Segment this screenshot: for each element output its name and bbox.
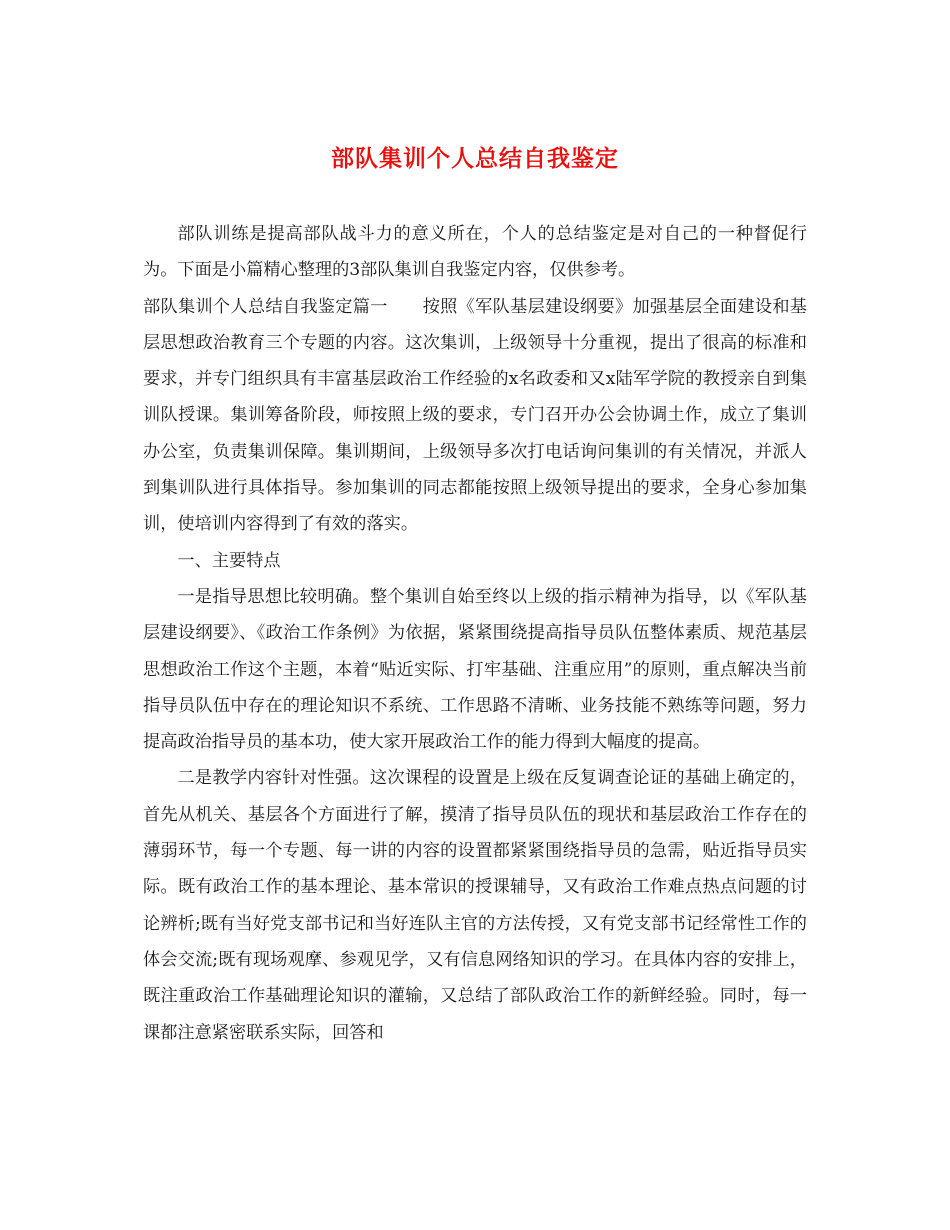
part-one-paragraph: 部队集训个人总结自我鉴定篇一 按照《军队基层建设纲要》加强基层全面建设和基层思想政治教育三个专题的内容。这次集训，上级领导十分重视，提出了很高的标准和要求，并专门组织具有丰富基层政治工作经验的x名政委和又x陆军学院的教授亲自到集训队授课。集训筹备阶段，师按照上级的要求，专门召开办公会协调土作，成立了集训办公室，负责集训保障。集训期间，上级领导多次打电话询问集训的有关情况，并派人到集训队进行具体指导。参加集训的同志都能按照上级领导提出的要求，全身心参加集训，使培训内容得到了有效的落实。 xyxy=(143,296,807,535)
intro-paragraph: 部队训练是提高部队战斗力的意义所在，个人的总结鉴定是对自己的一种督促行为。下面是小篇精心整理的3部队集训自我鉴定内容，仅供参考。 xyxy=(143,224,807,281)
section-heading-main-features: 一、主要特点 xyxy=(177,550,281,571)
paragraph-guiding-ideology: 一是指导思想比较明确。整个集训自始至终以上级的指示精神为指导，以《军队基层建设纲要》、《政治工作条例》为依据，紧紧围绕提高指导员队伍整体素质、规范基层思想政治工作这个主题，本着“贴近实际、打牢基础、注重应用”的原则，重点解决当前指导员队伍中存在的理论知识不系统、工作思路不清晰、业务技能不熟练等问题，努力提高政治指导员的基本功，使大家开展政治工作的能力得到大幅度的提高。 xyxy=(143,586,807,753)
paragraph-teaching-content: 二是教学内容针对性强。这次课程的设置是上级在反复调查论证的基础上确定的，首先从机关、基层各个方面进行了解，摸清了指导员队伍的现状和基层政治工作存在的薄弱环节，每一个专题、每一讲的内容的设置都紧紧围绕指导员的急需，贴近指导员实际。既有政治工作的基本理论、基本常识的授课辅导，又有政治工作难点热点问题的讨论辨析;既有当好党支部书记和当好连队主官的方法传授，又有党支部书记经常性工作的体会交流;既有现场观摩、参观见学，又有信息网络知识的学习。在具体内容的安排上，既注重政治工作基础理论知识的灌输，又总结了部队政治工作的新鲜经验。同时，每一课都注意紧密联系实际，回答和 xyxy=(143,768,807,1043)
document-body xyxy=(143,216,807,1051)
document-title: 部队集训个人总结自我鉴定 xyxy=(331,145,619,172)
